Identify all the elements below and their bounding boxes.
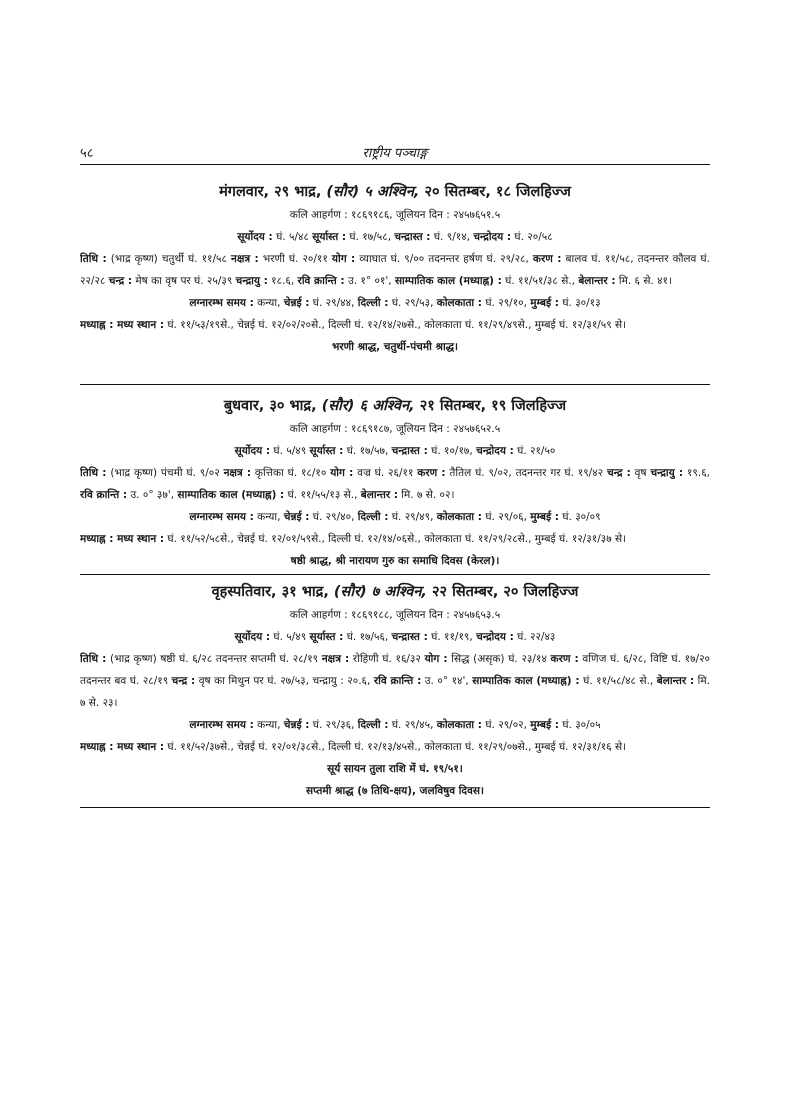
field-label: रवि क्रान्ति : bbox=[373, 675, 422, 687]
field-label: सूर्योदय : bbox=[234, 631, 271, 643]
field-label: दिल्ली : bbox=[357, 511, 389, 523]
field-label: बेलान्तर : bbox=[578, 275, 616, 287]
field-value: घं. १७/५६, bbox=[343, 631, 392, 643]
field-label: मुम्बई : bbox=[530, 719, 559, 731]
field-value: मि. ६ से. ४१। bbox=[615, 275, 672, 287]
field-value: घं. ११/५२/५८से., चेन्नई घं. १२/०१/५९से., दिल्ली घं. १२/१४/०६से., कोलकाता घं. ११/२९/२८से., मुम्बई घं. १२/३१/३७ से। bbox=[164, 533, 627, 545]
day-block-2 bbox=[80, 394, 710, 572]
field-label: तिथि : bbox=[80, 467, 107, 479]
day-note: सूर्य सायन तुला राशि में घं. १९/५१। bbox=[327, 763, 463, 775]
field-label: लग्नारम्भ समय : bbox=[189, 297, 254, 309]
field-value: मि. ७ से. २३। bbox=[80, 675, 710, 709]
field-value: उ. ०° १४', bbox=[421, 675, 473, 687]
madhyahna-line bbox=[80, 314, 710, 336]
field-value: कन्या, bbox=[253, 297, 284, 309]
tithi-paragraph bbox=[80, 462, 710, 506]
field-label: सूर्यास्त : bbox=[309, 631, 344, 643]
field-value: उ. १° ०१', bbox=[344, 275, 395, 287]
header-rule bbox=[80, 164, 710, 165]
heading-gregorian-hijri: २१ सितम्बर, १९ जिलहिज्ज bbox=[414, 398, 567, 414]
kali-julian-line: कलि आहर्गण : १८६९१८७, जूलियन दिन : २४५७६५२.५ bbox=[289, 423, 501, 435]
field-label: मध्याह्न : मध्य स्थान : bbox=[80, 741, 165, 753]
day-separator-rule bbox=[80, 384, 710, 385]
field-label: चन्द्रास्त : bbox=[394, 231, 431, 243]
field-value: (भाद्र कृष्ण) षष्ठी घं. ६/२८ तदनन्तर सप्तमी घं. २८/१९ bbox=[106, 653, 322, 665]
lagna-line bbox=[80, 506, 710, 528]
running-title: राष्ट्रीय पञ्चाङ्ग bbox=[362, 146, 428, 161]
field-label: चन्द्रायु : bbox=[235, 275, 268, 287]
day-note: भरणी श्राद्ध, चतुर्थी-पंचमी श्राद्ध। bbox=[331, 341, 459, 353]
field-label: नक्षत्र : bbox=[321, 653, 350, 665]
running-head bbox=[80, 143, 710, 163]
field-value: उ. ०° ३७', bbox=[127, 489, 178, 501]
field-value: घं. ११/५२/३७से., चेन्नई घं. १२/०१/३८से., दिल्ली घं. १२/१३/४५से., कोलकाता घं. ११/२९/०७से., मुम्बई घं. १२/३१/१६ से। bbox=[164, 741, 627, 753]
field-value: घं. २२/४३ bbox=[513, 631, 556, 643]
field-value: घं. १०/१७, bbox=[427, 445, 477, 457]
field-label: चन्द्रास्त : bbox=[391, 445, 428, 457]
field-label: रवि क्रान्ति : bbox=[80, 489, 128, 501]
field-value: (भाद्र कृष्ण) पंचमी घं. ९/०२ bbox=[106, 467, 224, 479]
day-note: सप्तमी श्राद्ध (७ तिथि-क्षय), जलविषुव दिवस। bbox=[306, 785, 484, 797]
field-label: योग : bbox=[331, 253, 356, 265]
field-value: घं. २०/५८ bbox=[511, 231, 553, 243]
field-label: चेन्नई : bbox=[283, 297, 310, 309]
field-value: वृष का मिथुन पर घं. २७/५३, चन्द्रायु : २०.६, bbox=[195, 675, 374, 687]
field-label: सूर्यास्त : bbox=[312, 231, 347, 243]
field-value: घं. २१/५० bbox=[513, 445, 556, 457]
field-label: बेलान्तर : bbox=[360, 489, 398, 501]
field-label: साम्पातिक काल (मध्याह्न) : bbox=[472, 675, 580, 687]
field-label: साम्पातिक काल (मध्याह्न) : bbox=[177, 489, 285, 501]
field-value: घं. ११/५५/१३ से., bbox=[284, 489, 361, 501]
field-label: नक्षत्र : bbox=[231, 253, 259, 265]
day-heading bbox=[80, 394, 710, 418]
field-label: चन्द्रोदय : bbox=[473, 231, 512, 243]
field-value: १८.६, bbox=[267, 275, 298, 287]
field-label: नक्षत्र : bbox=[223, 467, 252, 479]
field-value: घं. ११/५१/३८ से., bbox=[501, 275, 579, 287]
field-label: चन्द्रोदय : bbox=[476, 631, 514, 643]
field-label: करण : bbox=[550, 653, 579, 665]
field-value: सिद्ध (असृक) घं. २३/१४ bbox=[447, 653, 551, 665]
field-label: चन्द्रोदय : bbox=[476, 445, 514, 457]
page-number: ५८ bbox=[80, 146, 94, 161]
lagna-line bbox=[80, 714, 710, 736]
field-label: लग्नारम्भ समय : bbox=[189, 511, 254, 523]
field-value: बालव घं. ११/५८, तदनन्तर कौलव घं. २२/२८ bbox=[80, 253, 710, 287]
field-label: चन्द्र : bbox=[108, 275, 133, 287]
field-label: चन्द्रास्त : bbox=[391, 631, 428, 643]
tithi-paragraph bbox=[80, 248, 710, 292]
field-value: घं. १७/५७, bbox=[343, 445, 392, 457]
field-value: घं. ३०/०९ bbox=[559, 511, 601, 523]
field-value: भरणी घं. २०/११ bbox=[258, 253, 332, 265]
rise-set-line bbox=[80, 440, 710, 462]
field-label: मुम्बई : bbox=[530, 297, 559, 309]
field-value: वज्र घं. २६/११ bbox=[353, 467, 418, 479]
field-label: चन्द्र : bbox=[606, 467, 631, 479]
heading-saka-date: (सौर) ६ अश्विन, bbox=[321, 398, 415, 414]
field-label: दिल्ली : bbox=[357, 297, 389, 309]
field-value: घं. २९/५३, bbox=[388, 297, 437, 309]
field-value: घं. २९/४९, bbox=[388, 511, 437, 523]
heading-weekday-date: बुधवार, ३० भाद्र, bbox=[223, 398, 322, 414]
field-label: सूर्योदय : bbox=[234, 445, 271, 457]
field-label: कोलकाता : bbox=[436, 297, 483, 309]
field-label: मध्याह्न : मध्य स्थान : bbox=[80, 319, 165, 331]
day-block-3 bbox=[80, 580, 710, 802]
field-value: कन्या, bbox=[253, 511, 284, 523]
field-value: मेष का वृष पर घं. २५/३९ bbox=[132, 275, 236, 287]
field-value: घं. २९/०६, bbox=[482, 511, 531, 523]
field-label: तिथि : bbox=[80, 253, 107, 265]
footer-rule bbox=[80, 807, 710, 808]
field-label: बेलान्तर : bbox=[656, 675, 695, 687]
field-value: घं. २९/१०, bbox=[482, 297, 531, 309]
field-label: मध्याह्न : मध्य स्थान : bbox=[80, 533, 165, 545]
field-value: घं. ११/५८/४८ से., bbox=[579, 675, 657, 687]
field-value: घं. ३०/१३ bbox=[559, 297, 601, 309]
field-label: चेन्नई : bbox=[283, 719, 310, 731]
day-note: षष्ठी श्राद्ध, श्री नारायण गुरु का समाधि दिवस (केरल)। bbox=[290, 555, 500, 567]
field-label: दिल्ली : bbox=[357, 719, 389, 731]
field-label: चन्द्रायु : bbox=[650, 467, 684, 479]
madhyahna-line bbox=[80, 528, 710, 550]
field-label: मुम्बई : bbox=[530, 511, 559, 523]
field-value: घं. २९/४०, bbox=[309, 511, 358, 523]
field-value: घं. २९/४४, bbox=[309, 297, 358, 309]
field-value: तैतिल घं. ९/०२, तदनन्तर गर घं. १९/४२ bbox=[445, 467, 607, 479]
field-label: योग : bbox=[424, 653, 448, 665]
heading-gregorian-hijri: २० सितम्बर, १८ जिलहिज्ज bbox=[419, 184, 571, 200]
kali-julian-line: कलि आहर्गण : १८६९१८८, जूलियन दिन : २४५७६५३.५ bbox=[289, 609, 501, 621]
field-label: योग : bbox=[330, 467, 354, 479]
rise-set-line bbox=[80, 626, 710, 648]
day-separator-rule bbox=[80, 574, 710, 575]
field-value: घं. २९/४५, bbox=[388, 719, 437, 731]
tithi-paragraph bbox=[80, 648, 710, 714]
field-value: कृत्तिका घं. १८/१० bbox=[251, 467, 331, 479]
field-value: कन्या, bbox=[253, 719, 284, 731]
field-value: घं. ५/४९ bbox=[270, 445, 310, 457]
field-label: सूर्योदय : bbox=[237, 231, 273, 243]
field-value: घं. १७/५८, bbox=[346, 231, 395, 243]
field-value: घं. ११/५३/१९से., चेन्नई घं. १२/०२/२०से., दिल्ली घं. १२/१४/२७से., कोलकाता घं. ११/२९/४९से., मुम्बई घं. १२/३१/५९ से। bbox=[164, 319, 627, 331]
field-label: साम्पातिक काल (मध्याह्न) : bbox=[394, 275, 502, 287]
field-label: कोलकाता : bbox=[436, 719, 483, 731]
day-block-1 bbox=[80, 180, 710, 358]
heading-weekday-date: मंगलवार, २९ भाद्र, bbox=[219, 184, 327, 200]
heading-weekday-date: वृहस्पतिवार, ३१ भाद्र, bbox=[211, 584, 334, 600]
lagna-line bbox=[80, 292, 710, 314]
field-value: १९.६, bbox=[683, 467, 710, 479]
day-heading bbox=[80, 580, 710, 604]
field-label: रवि क्रान्ति : bbox=[297, 275, 345, 287]
field-label: सूर्यास्त : bbox=[309, 445, 344, 457]
heading-saka-date: (सौर) ७ अश्विन, bbox=[333, 584, 427, 600]
field-value: व्याघात घं. ९/०० तदनन्तर हर्षण घं. २९/२८, bbox=[355, 253, 533, 265]
field-value: घं. ९/१४, bbox=[430, 231, 474, 243]
field-label: चन्द्र : bbox=[171, 675, 196, 687]
field-value: वणिज घं. ६/२८, विष्टि घं. १७/२० तदनन्तर बव घं. २८/१९ bbox=[80, 653, 710, 687]
field-value: घं. ११/१९, bbox=[427, 631, 477, 643]
field-label: करण : bbox=[417, 467, 446, 479]
field-value: घं. ३०/०५ bbox=[559, 719, 601, 731]
field-label: चेन्नई : bbox=[283, 511, 310, 523]
field-value: रोहिणी घं. १६/३२ bbox=[349, 653, 425, 665]
field-value: घं. २९/०२, bbox=[482, 719, 531, 731]
field-label: तिथि : bbox=[80, 653, 107, 665]
field-label: कोलकाता : bbox=[436, 511, 483, 523]
field-value: घं. ५/४८ bbox=[272, 231, 313, 243]
day-heading bbox=[80, 180, 710, 204]
kali-julian-line: कलि आहर्गण : १८६९१८६, जूलियन दिन : २४५७६५१.५ bbox=[289, 209, 501, 221]
madhyahna-line bbox=[80, 736, 710, 758]
heading-saka-date: (सौर) ५ अश्विन, bbox=[326, 184, 420, 200]
field-value: (भाद्र कृष्ण) चतुर्थी घं. ११/५८ bbox=[106, 253, 232, 265]
field-value: मि. ७ से. ०२। bbox=[397, 489, 455, 501]
field-value: वृष bbox=[630, 467, 651, 479]
heading-gregorian-hijri: २२ सितम्बर, २० जिलहिज्ज bbox=[426, 584, 579, 600]
field-label: करण : bbox=[532, 253, 562, 265]
field-value: घं. २९/३६, bbox=[309, 719, 358, 731]
field-value: घं. ५/४९ bbox=[270, 631, 310, 643]
rise-set-line bbox=[80, 226, 710, 248]
field-label: लग्नारम्भ समय : bbox=[189, 719, 254, 731]
